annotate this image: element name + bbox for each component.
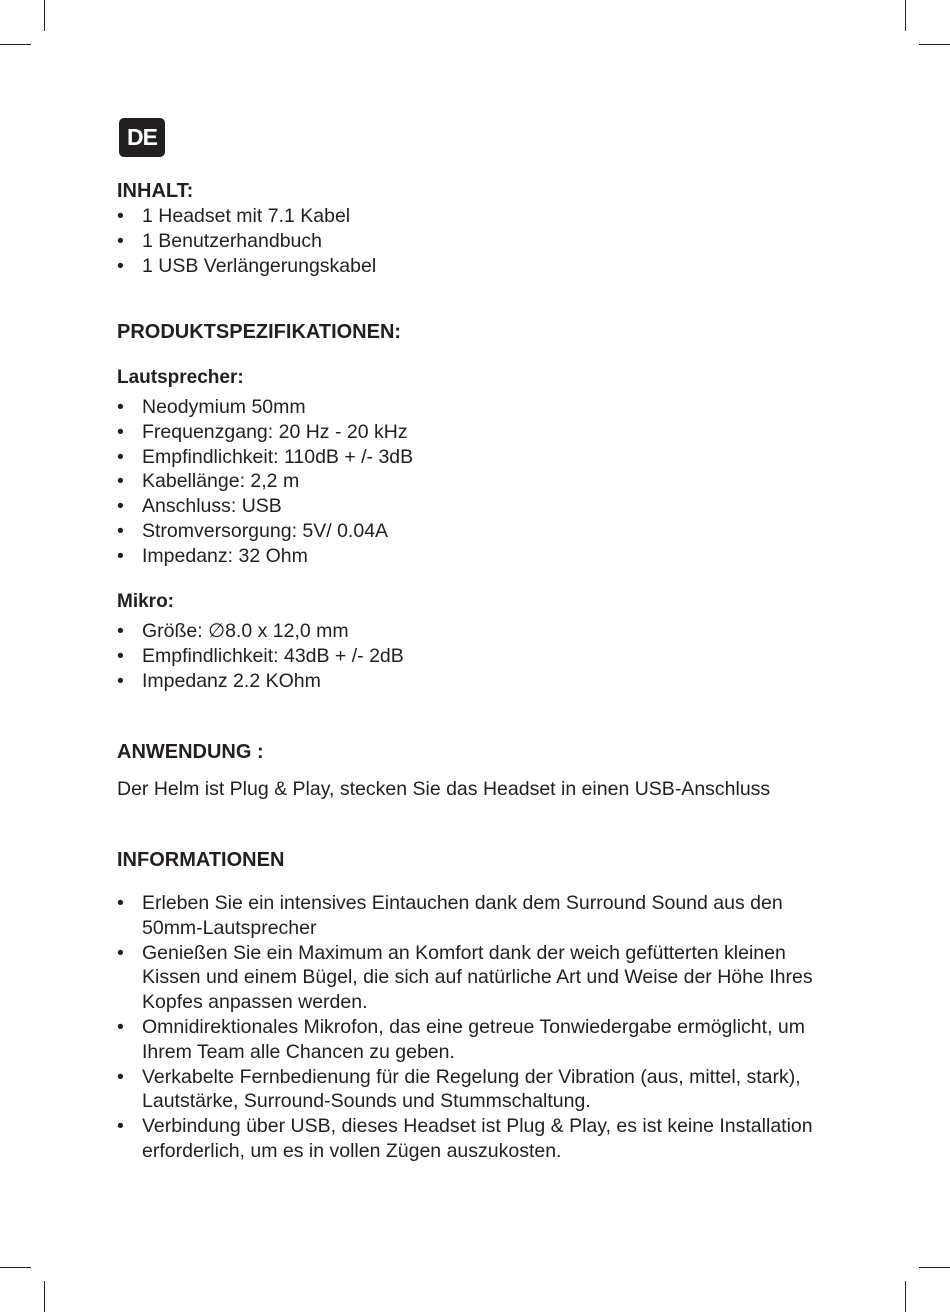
crop-mark-top-left-horizontal — [0, 44, 31, 45]
crop-mark-top-right-vertical — [905, 0, 906, 31]
list-item: • Impedanz 2.2 KOhm — [117, 669, 837, 694]
info-list — [117, 891, 837, 1164]
crop-mark-top-left-vertical — [44, 0, 45, 31]
list-item: • Impedanz: 32 Ohm — [117, 544, 837, 569]
list-item: • 1 Headset mit 7.1 Kabel — [117, 204, 837, 229]
list-item: • Neodymium 50mm — [117, 395, 837, 420]
crop-mark-top-right-horizontal — [919, 44, 950, 45]
mic-list — [117, 619, 837, 693]
crop-mark-bottom-right-horizontal — [919, 1267, 950, 1268]
specs-heading: PRODUKTSPEZIFIKATIONEN: — [117, 321, 402, 343]
list-item: • Erleben Sie ein intensives Eintauchen dank dem Surround Sound aus den 50mm-Lautsprecher — [117, 891, 837, 941]
list-item: • Verkabelte Fernbedienung für die Regelung der Vibration (aus, mittel, stark), Lautstärke, Surround-Sounds und Stummschaltung. — [117, 1065, 837, 1115]
inhalt-heading: INHALT: — [117, 180, 194, 202]
list-item: • Genießen Sie ein Maximum an Komfort dank der weich gefütterten kleinen Kissen und einem Bügel, die sich auf natürliche Art und Weise der Höhe Ihres Kopfes anpassen werden. — [117, 941, 837, 1015]
list-item: • Stromversorgung: 5V/ 0.04A — [117, 519, 837, 544]
usage-text: Der Helm ist Plug & Play, stecken Sie das Headset in einen USB-Anschluss — [117, 778, 771, 800]
crop-mark-bottom-left-horizontal — [0, 1267, 31, 1268]
list-item: • Größe: ∅8.0 x 12,0 mm — [117, 619, 837, 644]
inhalt-list — [117, 204, 837, 278]
usage-heading: ANWENDUNG : — [117, 741, 264, 763]
list-item: • Frequenzgang: 20 Hz - 20 kHz — [117, 420, 837, 445]
list-item: • 1 Benutzerhandbuch — [117, 229, 837, 254]
list-item: • Empfindlichkeit: 43dB + /- 2dB — [117, 644, 837, 669]
list-item: • Omnidirektionales Mikrofon, das eine getreue Tonwiedergabe ermöglicht, um Ihrem Team alle Chancen zu geben. — [117, 1015, 837, 1065]
speaker-heading: Lautsprecher: — [117, 367, 244, 388]
crop-mark-bottom-left-vertical — [44, 1281, 45, 1312]
info-heading: INFORMATIONEN — [117, 849, 285, 871]
list-item: • Kabellänge: 2,2 m — [117, 469, 837, 494]
crop-mark-bottom-right-vertical — [905, 1281, 906, 1312]
language-badge: DE — [119, 118, 165, 157]
speaker-list — [117, 395, 837, 569]
list-item: • Verbindung über USB, dieses Headset ist Plug & Play, es ist keine Installation erforderlich, um es in vollen Zügen auszukosten. — [117, 1114, 837, 1164]
list-item: • Empfindlichkeit: 110dB + /- 3dB — [117, 445, 837, 470]
list-item: • 1 USB Verlängerungskabel — [117, 254, 837, 279]
list-item: • Anschluss: USB — [117, 494, 837, 519]
mic-heading: Mikro: — [117, 591, 174, 612]
